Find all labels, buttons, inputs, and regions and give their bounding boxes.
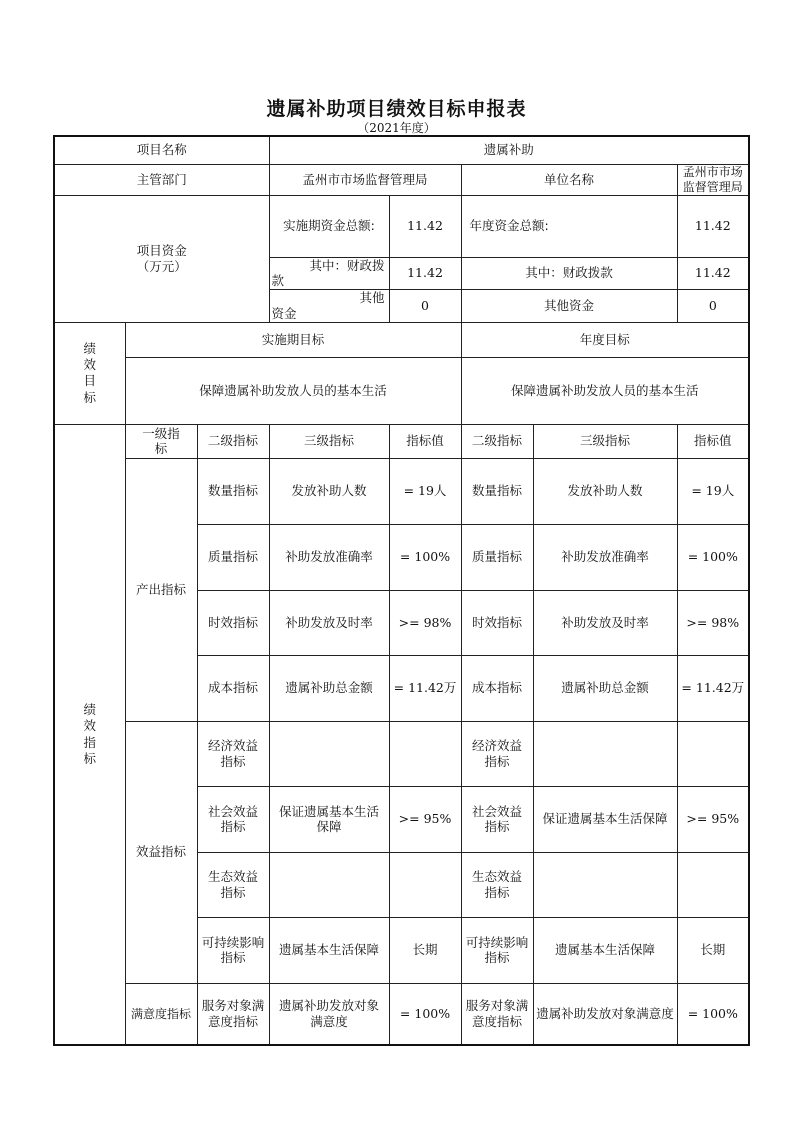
row-l3-b: 遗属补助总金额 <box>533 655 677 721</box>
row-l2: 社会效益指标 <box>197 786 269 852</box>
row-l3-b: 补助发放准确率 <box>533 524 677 590</box>
row-l3: 保证遗属基本生活保障 <box>269 786 389 852</box>
row-l3: 补助发放准确率 <box>269 524 389 590</box>
header-value: 指标值 <box>389 424 461 458</box>
funds-label: 项目资金 <box>136 243 187 258</box>
header-level3: 三级指标 <box>269 424 389 458</box>
row-l2-b: 成本指标 <box>461 655 533 721</box>
table-row <box>54 458 749 524</box>
row-l3: 发放补助人数 <box>269 458 389 524</box>
header-level1: 一级指标 <box>125 424 197 458</box>
row-value: = 100% <box>389 524 461 590</box>
impl-goal-header: 实施期目标 <box>125 322 461 357</box>
table-row <box>54 983 749 1045</box>
row-l2-b: 数量指标 <box>461 458 533 524</box>
annual-goal-header: 年度目标 <box>461 322 749 357</box>
page-subtitle: （2021年度） <box>357 121 436 135</box>
annual-total-label: 年度资金总额: <box>461 195 677 257</box>
performance-table <box>53 135 750 1046</box>
row-value-b: 长期 <box>677 917 749 983</box>
row-value: = 11.42万 <box>389 655 461 721</box>
annual-goal-text: 保障遗属补助发放人员的基本生活 <box>461 357 749 424</box>
header-value-b: 指标值 <box>677 424 749 458</box>
dept-value: 孟州市市场监督管理局 <box>269 164 461 195</box>
row-l2-b: 社会效益指标 <box>461 786 533 852</box>
impl-total-label: 实施期资金总额: <box>269 195 389 257</box>
goals-header-row <box>54 322 749 357</box>
row-value <box>389 852 461 917</box>
row-value-b: = 100% <box>677 524 749 590</box>
row-l3 <box>269 721 389 786</box>
annual-other-value: 0 <box>677 289 749 322</box>
row-l3-b: 保证遗属基本生活保障 <box>533 786 677 852</box>
row-l3-b: 发放补助人数 <box>533 458 677 524</box>
row-l2-b: 经济效益指标 <box>461 721 533 786</box>
row-value-b: = 19人 <box>677 458 749 524</box>
dept-label: 主管部门 <box>54 164 269 195</box>
row-l2: 时效指标 <box>197 590 269 655</box>
row-l3-b <box>533 721 677 786</box>
row-value-b: >= 98% <box>677 590 749 655</box>
funds-unit: （万元） <box>136 258 187 274</box>
annual-total-value: 11.42 <box>677 195 749 257</box>
benefit-label: 效益指标 <box>125 721 197 983</box>
project-name-label: 项目名称 <box>54 136 269 164</box>
indicators-label: 绩效指标 <box>83 702 96 766</box>
row-value: >= 95% <box>389 786 461 852</box>
satisfaction-label: 满意度指标 <box>125 983 197 1045</box>
row-value-b: >= 95% <box>677 786 749 852</box>
impl-other-label-cell <box>269 289 389 322</box>
row-value: >= 98% <box>389 590 461 655</box>
table-row <box>54 721 749 786</box>
row-value-b <box>677 721 749 786</box>
row-value-b <box>677 852 749 917</box>
row-value: 长期 <box>389 917 461 983</box>
row-l3: 补助发放及时率 <box>269 590 389 655</box>
row-l2-b: 可持续影响指标 <box>461 917 533 983</box>
row-l2: 经济效益指标 <box>197 721 269 786</box>
row-l3-b: 遗属补助发放对象满意度 <box>533 983 677 1045</box>
row-l2-b: 服务对象满意度指标 <box>461 983 533 1045</box>
dept-row <box>54 164 749 195</box>
output-label: 产出指标 <box>125 458 197 721</box>
row-value-b: = 100% <box>677 983 749 1045</box>
row-l3: 遗属补助发放对象满意度 <box>269 983 389 1045</box>
row-l2: 数量指标 <box>197 458 269 524</box>
row-l2-b: 时效指标 <box>461 590 533 655</box>
impl-fiscal-label-a: 其中：财政拨 <box>309 257 385 273</box>
row-l3: 遗属补助总金额 <box>269 655 389 721</box>
row-value: = 100% <box>389 983 461 1045</box>
page-title: 遗属补助项目绩效目标申报表 <box>266 98 527 120</box>
impl-other-label-b: 资金 <box>271 305 297 321</box>
goals-label-cell <box>54 322 125 424</box>
goals-text-row <box>54 357 749 424</box>
indicator-header-row <box>54 424 749 458</box>
impl-fiscal-label-b: 款 <box>271 273 285 289</box>
row-value-b: = 11.42万 <box>677 655 749 721</box>
impl-fiscal-value: 11.42 <box>389 257 461 289</box>
row-l3-b: 遗属基本生活保障 <box>533 917 677 983</box>
row-l3-b <box>533 852 677 917</box>
impl-goal-text: 保障遗属补助发放人员的基本生活 <box>125 357 461 424</box>
impl-other-value: 0 <box>389 289 461 322</box>
header-level2: 二级指标 <box>197 424 269 458</box>
impl-total-value: 11.42 <box>389 195 461 257</box>
annual-fiscal-label: 其中：财政拨款 <box>461 257 677 289</box>
funds-total-row <box>54 195 749 257</box>
row-value <box>389 721 461 786</box>
row-l2-b: 质量指标 <box>461 524 533 590</box>
indicators-label-cell <box>54 424 125 1045</box>
project-name-row <box>54 136 749 164</box>
row-l2: 生态效益指标 <box>197 852 269 917</box>
row-l2: 质量指标 <box>197 524 269 590</box>
goals-label: 绩效目标 <box>83 340 96 405</box>
impl-fiscal-label-cell <box>269 257 389 289</box>
impl-other-label-a: 其他 <box>359 290 385 306</box>
unit-value: 孟州市市场监督管理局 <box>677 164 749 195</box>
row-l3-b: 补助发放及时率 <box>533 590 677 655</box>
row-l2: 成本指标 <box>197 655 269 721</box>
header-level3-b: 三级指标 <box>533 424 677 458</box>
row-l2: 可持续影响指标 <box>197 917 269 983</box>
annual-other-label: 其他资金 <box>461 289 677 322</box>
row-l2-b: 生态效益指标 <box>461 852 533 917</box>
unit-label: 单位名称 <box>461 164 677 195</box>
row-l2: 服务对象满意度指标 <box>197 983 269 1045</box>
row-l3: 遗属基本生活保障 <box>269 917 389 983</box>
header-level2-b: 二级指标 <box>461 424 533 458</box>
annual-fiscal-value: 11.42 <box>677 257 749 289</box>
row-l3 <box>269 852 389 917</box>
project-name-value: 遗属补助 <box>269 136 749 164</box>
funds-label-cell <box>54 195 269 322</box>
row-value: = 19人 <box>389 458 461 524</box>
